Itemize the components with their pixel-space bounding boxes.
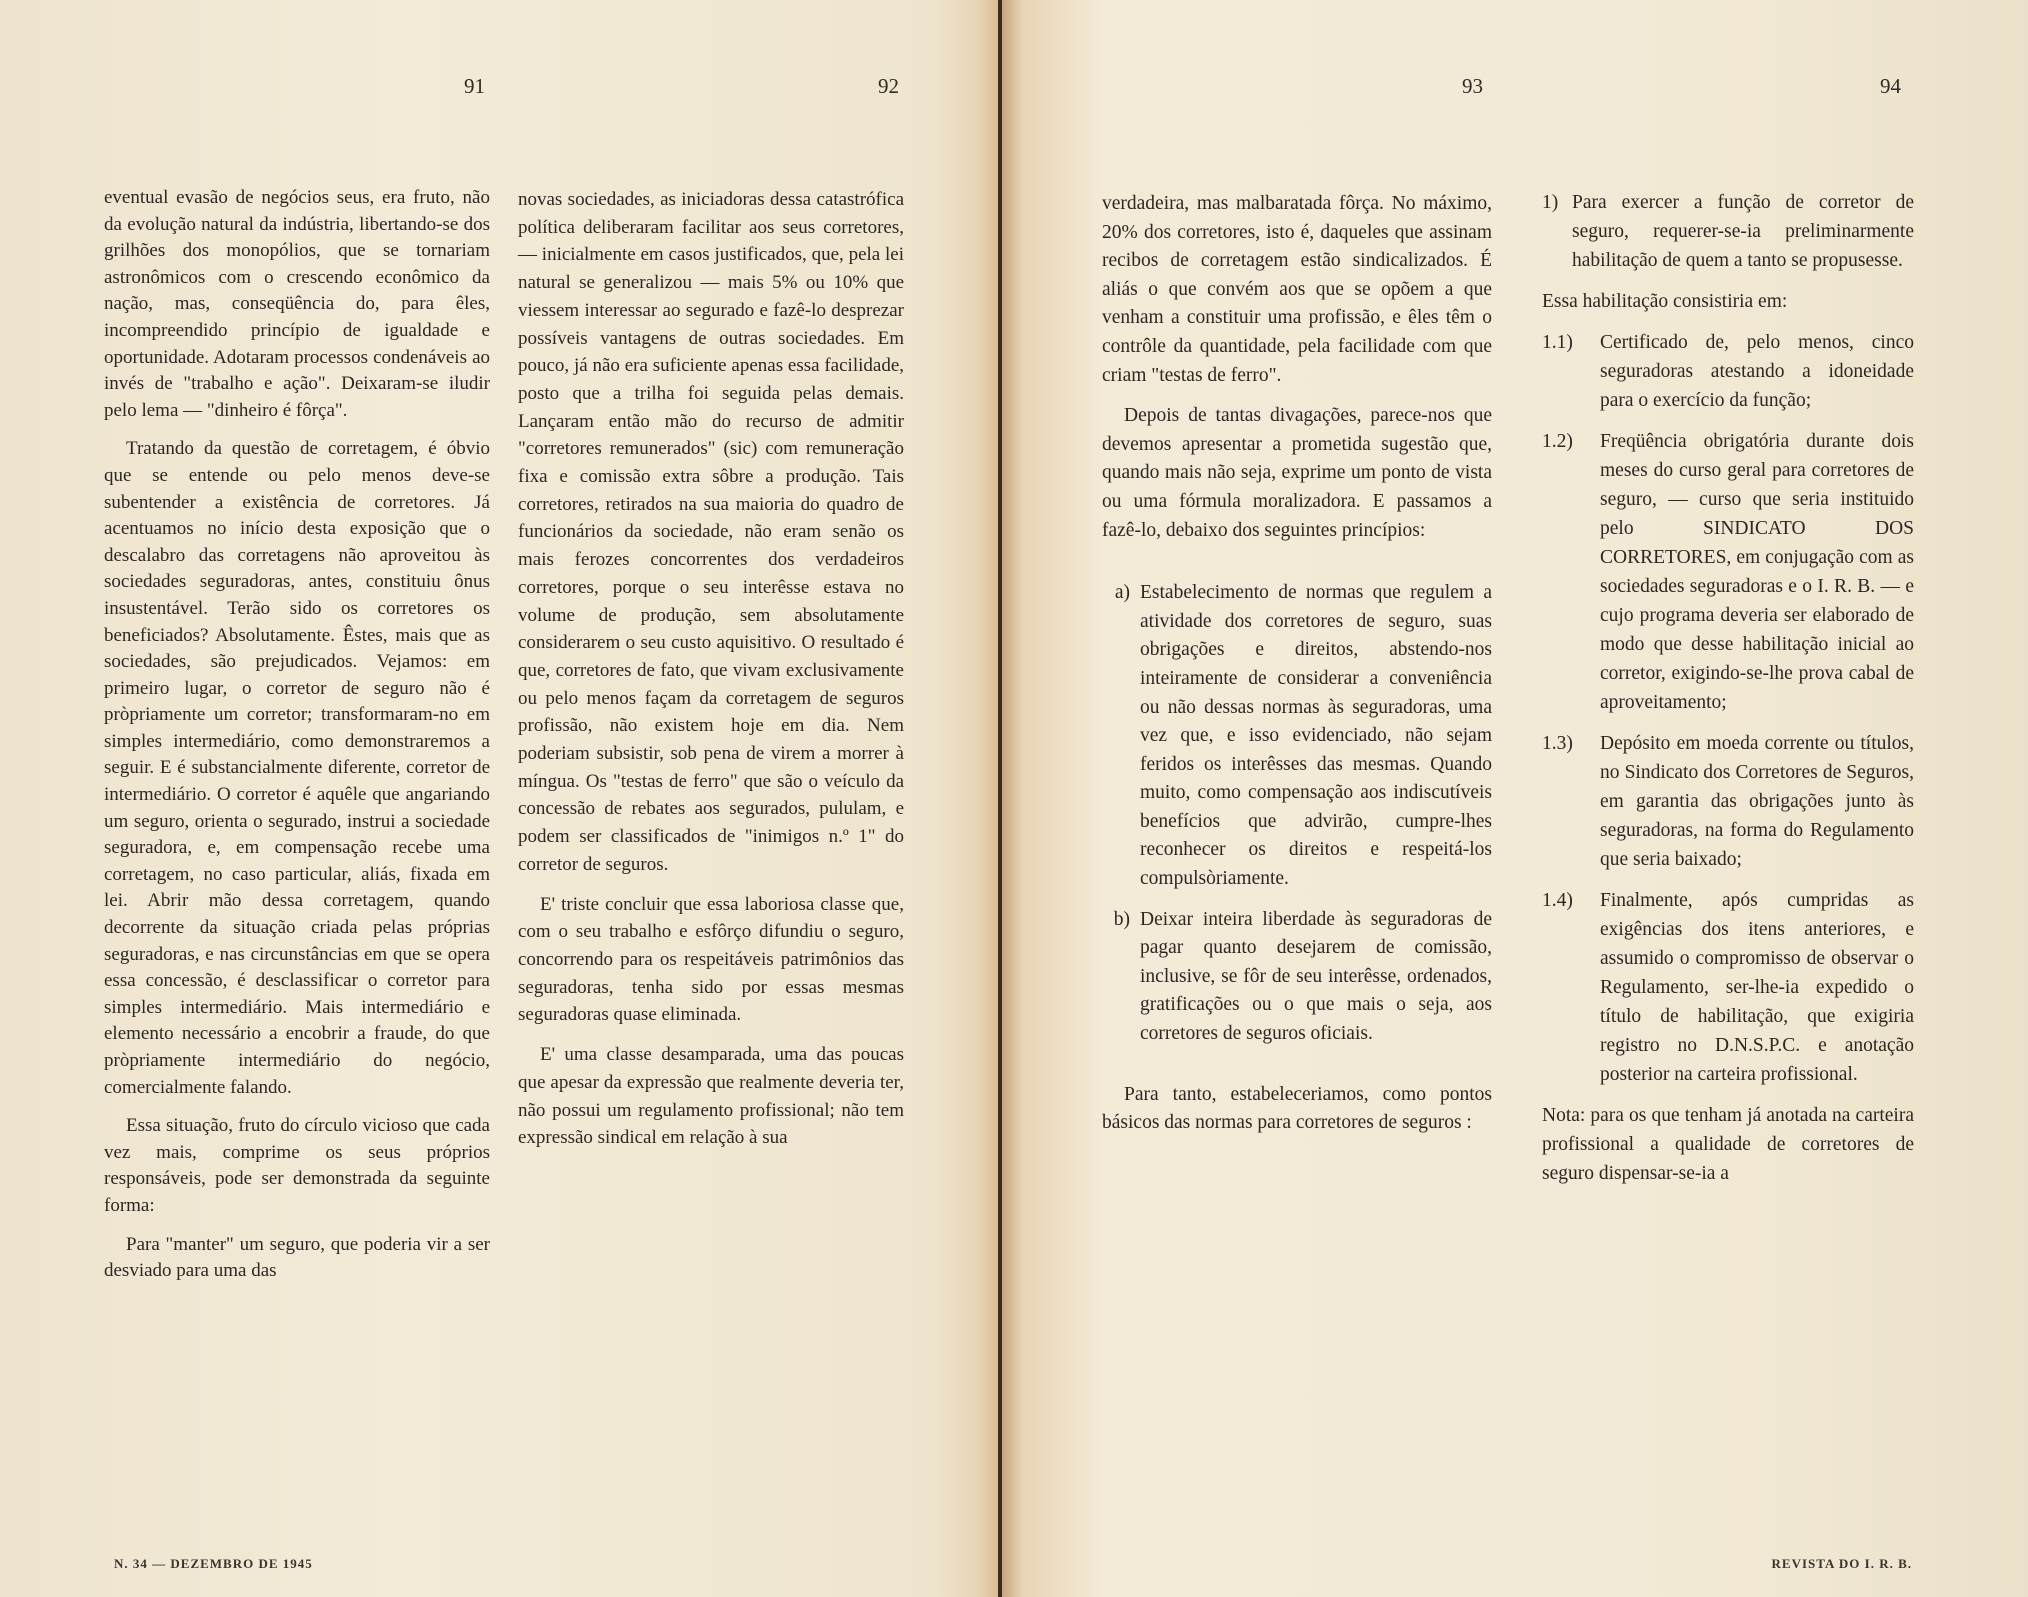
page-number-93: 93 bbox=[1462, 74, 1483, 98]
page-number-92: 92 bbox=[878, 74, 899, 98]
list-item bbox=[1542, 886, 1914, 1089]
list-item bbox=[1102, 579, 1492, 894]
list-text: Deixar inteira liberdade às seguradoras de pagar quanto desejarem de comissão, inclusive, se fôr de seu interêsse, ordenados, gratificações ou o que mais o seja, aos corretores de seguros oficiais. bbox=[1140, 908, 1492, 1045]
list-text: Finalmente, após cumpridas as exigências dos itens anteriores, e assumido o compromisso de observar o Regulamento, ser-lhe-ia expedido o título de habilitação, que exigiria registro no D.N.S.P.C. e anotação posterior na carteira profissional. bbox=[1600, 890, 1914, 1085]
list-marker: 1.1) bbox=[1542, 332, 1573, 353]
list-item bbox=[1542, 188, 1914, 275]
column-page-92 bbox=[518, 186, 904, 1164]
list-marker: 1.2) bbox=[1542, 431, 1573, 452]
list-item bbox=[1102, 906, 1492, 1049]
page-number-91: 91 bbox=[464, 74, 485, 98]
list-marker: b) bbox=[1113, 908, 1130, 930]
paragraph: eventual evasão de negócios seus, era fruto, não da evolução natural da indústria, libertando-se dos grilhões dos monopólios, que se tornariam astronômicos com o crescendo econômico da nação, mas, conseqüência do, para êles, incompreendido princípio de igualdade e oportunidade. Adotaram processos condenáveis ao invés de "trabalho e ação". Deixaram-se iludir pelo lema — "dinheiro é fôrça". bbox=[104, 187, 490, 421]
list-marker: 1.4) bbox=[1542, 890, 1573, 911]
list-text: Para exercer a função de corretor de seguro, requerer-se-ia preliminarmente habilitação de quem a tanto se propusesse. bbox=[1572, 192, 1914, 271]
paragraph: Essa situação, fruto do círculo vicioso que cada vez mais, comprime os seus próprios responsáveis, pode ser demonstrada da seguinte forma: bbox=[104, 1115, 490, 1216]
list-marker: 1) bbox=[1542, 192, 1559, 213]
paragraph: verdadeira, mas malbaratada fôrça. No máximo, 20% dos corretores, isto é, daqueles que assinam recibos de corretagem estão sindicalizados. É aliás o que convém aos que se opõem a que venham a constituir uma profissão, e êles têm o contrôle da quantidade, pela facilidade com que criam "testas de ferro". bbox=[1102, 193, 1492, 386]
list-item bbox=[1542, 427, 1914, 717]
paragraph: E' triste concluir que essa laboriosa classe que, com o seu trabalho e esfôrço difundiu o seguro, concorrendo para os respeitáveis patrimônios das seguradoras, tenha sido por essas mesmas seguradoras quase eliminada. bbox=[518, 893, 904, 1026]
list-text: Depósito em moeda corrente ou títulos, no Sindicato dos Corretores de Seguros, em garantia das obrigações junto às seguradoras, na forma do Regulamento que seria baixado; bbox=[1600, 733, 1914, 870]
paragraph: Depois de tantas divagações, parece-nos que devemos apresentar a prometida sugestão que, quando mais não seja, exprime um ponto de vista ou uma fórmula moralizadora. E passamos a fazê-lo, debaixo dos seguintes princípios: bbox=[1102, 405, 1492, 541]
paragraph: E' uma classe desamparada, uma das poucas que apesar da expressão que realmente deveria ter, não possui um regulamento profissional; não tem expressão sindical em relação à sua bbox=[518, 1044, 904, 1149]
column-page-93 bbox=[1102, 190, 1492, 1150]
footer-journal-label: REVISTA DO I. R. B. bbox=[1771, 1556, 1912, 1571]
paragraph: Tratando da questão de corretagem, é óbvio que se entende ou pelo menos deve-se subentender a existência de corretores. Já acentuamos no início desta exposição que o descalabro das corretagens não aproveitou às sociedades seguradoras, antes, constituiu ônus insustentável. Terão sido os corretores os beneficiados? Absolutamente. Êstes, mais que as sociedades, são prejudicados. Vejamos: em primeiro lugar, o corretor de seguro não é pròpriamente um corretor; transformaram-no em simples intermediário, como demonstraremos a seguir. E é substancialmente diferente, corretor de intermediário. O corretor é aquêle que angariando um seguro, orienta o segurado, instrui a sociedade seguradora, e, em compensação recebe uma corretagem, no caso particular, aliás, fixada em lei. Abrir mão dessa corretagem, quando decorrente da situação criada pelas próprias seguradoras, e nas circunstâncias em que se opera essa concessão, é desclassificar o corretor para simples intermediário. Mais intermediário e elemento necessário a encobrir a fraude, do que pròpriamente intermediário do negócio, comercialmente falando. bbox=[104, 438, 490, 1098]
page-number-94: 94 bbox=[1880, 74, 1901, 98]
column-page-94 bbox=[1542, 188, 1914, 1200]
list-text: Estabelecimento de normas que regulem a atividade dos corretores de seguro, suas obrigações e direitos, abstendo-nos inteiramente de considerar a conveniência ou não dessas normas às seguradoras, uma vez que, e isso evidenciado, não sejam feridos os interêsses das mesmas. Quando muito, como compensação aos indiscutíveis benefícios que advirão, cumpre-lhes reconhecer os direitos e respeitá-los compulsòriamente. bbox=[1140, 582, 1492, 890]
list-text: Certificado de, pelo menos, cinco seguradoras atestando a idoneidade para o exercício da função; bbox=[1600, 332, 1914, 411]
footer-issue-label: N. 34 — DEZEMBRO DE 1945 bbox=[114, 1556, 313, 1571]
list-marker: 1.3) bbox=[1542, 733, 1573, 754]
list-marker: a) bbox=[1114, 582, 1130, 604]
paragraph: novas sociedades, as iniciadoras dessa catastrófica política deliberaram facilitar aos seus corretores, — inicialmente em casos justificados, que, pela lei natural se generalizou — mais 5% ou 10% que viessem interessar ao segurado e fazê-lo desprezar possíveis vantagens de outras sociedades. Em pouco, já não era suficiente apenas essa facilidade, posto que a trilha foi seguida pelas demais. Lançaram então mão do recurso de admitir "corretores remunerados" (sic) com remuneração fixa e comissão extra sôbre a produção. Tais corretores, retirados na sua maioria do quadro de funcionários da sociedade, não eram senão os mais ferozes concorrentes dos verdadeiros corretores, porque o seu interêsse estava no volume de produção, sem absolutamente considerarem o seu custo aquisitivo. O resultado é que, corretores de fato, que vivam exclusivamente ou pelo menos façam da corretagem de seguros profissão, não existem hoje em dia. Nem poderiam subsistir, sob pena de virem a morrer à míngua. Os "testas de ferro" que são o veículo da concessão de rebates aos segurados, pululam, e podem ser classificados de "inimigos n.º 1" do corretor de seguros. bbox=[518, 189, 904, 875]
list-text: Freqüência obrigatória durante dois meses do curso geral para corretores de seguro, — curso que seria instituido pelo SINDICATO DOS CORRETORES, em conjugação com as sociedades seguradoras e o I. R. B. — e cujo programa deveria ser elaborado de modo que desse habilitação inicial ao corretor, exigindo-se-lhe prova cabal de aproveitamento; bbox=[1600, 431, 1914, 713]
note-paragraph: Nota: para os que tenham já anotada na carteira profissional a qualidade de corretores de seguro dispensar-se-ia a bbox=[1542, 1105, 1914, 1184]
list-item bbox=[1542, 729, 1914, 874]
list-item bbox=[1542, 328, 1914, 415]
paragraph: Para tanto, estabeleceriamos, como pontos básicos das normas para corretores de seguros : bbox=[1102, 1083, 1492, 1134]
left-leaf bbox=[0, 0, 1000, 1597]
column-page-91 bbox=[104, 185, 490, 1297]
paragraph: Para "manter" um seguro, que poderia vir a ser desviado para uma das bbox=[104, 1233, 490, 1282]
paragraph: Essa habilitação consistiria em: bbox=[1542, 291, 1788, 312]
